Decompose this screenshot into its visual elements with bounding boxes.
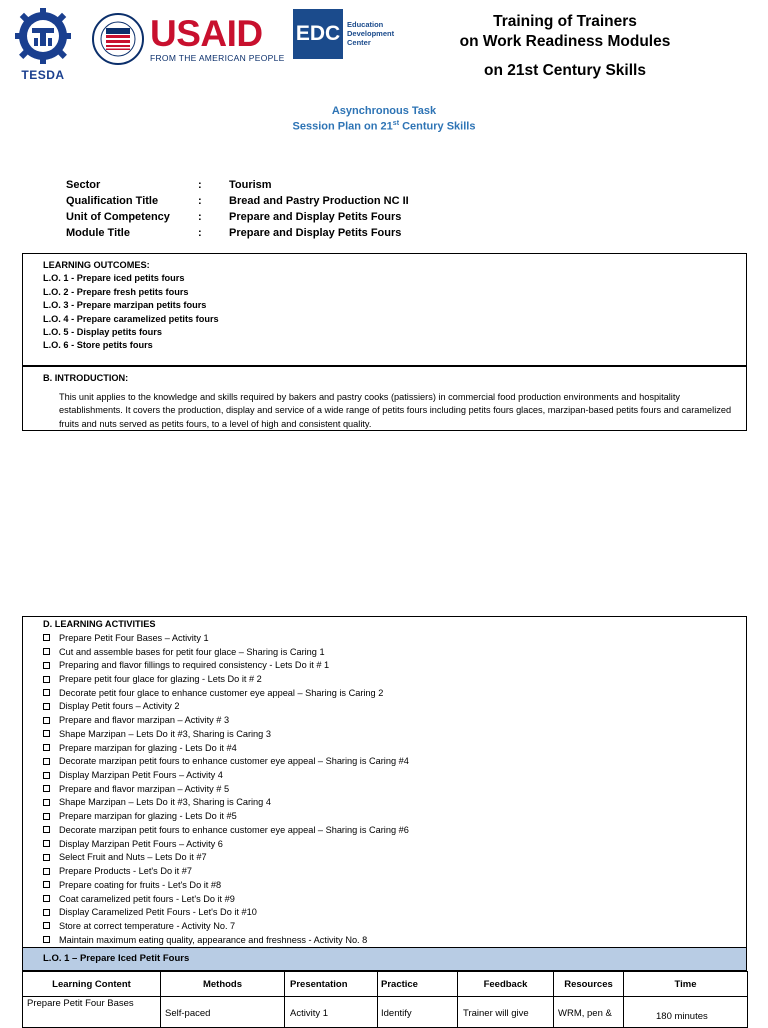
tesda-label: TESDA: [21, 68, 65, 82]
activity-label: Display Caramelized Petit Fours - Let's Do it #10: [59, 907, 257, 918]
column-header: Resources: [554, 972, 624, 997]
meta-colon: :: [198, 211, 202, 223]
tesda-gear-icon: [14, 8, 72, 68]
meta-value: Tourism: [229, 179, 272, 191]
checkbox-icon: [43, 854, 50, 861]
activity-item: [43, 768, 409, 782]
edc-name-line: Center: [347, 38, 371, 47]
table-header-row: [23, 972, 748, 997]
column-header: Time: [624, 972, 748, 997]
activity-item: [43, 892, 409, 906]
column-header: Methods: [161, 972, 285, 997]
activity-label: Prepare and flavor marzipan – Activity # 3: [59, 715, 230, 726]
activity-item: [43, 631, 409, 645]
activity-label: Prepare marzipan for glazing - Lets Do it #4: [59, 742, 237, 753]
activity-item: [43, 754, 409, 768]
task-label: Asynchronous Task: [331, 105, 437, 117]
meta-label: Qualification Title: [66, 195, 159, 207]
meta-label: Sector: [66, 179, 101, 191]
activity-item: [43, 727, 409, 741]
checkbox-icon: [43, 895, 50, 902]
meta-label: Unit of Competency: [66, 211, 170, 223]
learning-activities-box: [22, 616, 747, 948]
table-cell: [378, 997, 458, 1028]
activity-label: Coat caramelized petit fours - Let's Do it #9: [59, 893, 235, 904]
table-cell: [23, 997, 161, 1028]
activity-label: Shape Marzipan – Lets Do it #3, Sharing is Caring 4: [59, 797, 271, 808]
column-header: Feedback: [458, 972, 554, 997]
activity-item: [43, 933, 409, 947]
activity-item: [43, 919, 409, 933]
table-cell: [285, 997, 378, 1028]
activity-item: [43, 864, 409, 878]
learning-outcomes-box: [22, 253, 747, 366]
checkbox-icon: [43, 703, 50, 710]
activity-label: Display Marzipan Petit Fours – Activity 4: [59, 770, 223, 781]
checkbox-icon: [43, 634, 50, 641]
activity-item: [43, 851, 409, 865]
checkbox-icon: [43, 785, 50, 792]
column-header: Learning Content: [23, 972, 161, 997]
learning-outcome-item: L.O. 5 - Display petits fours: [43, 327, 162, 338]
activity-label: Prepare and flavor marzipan – Activity # 5: [59, 783, 230, 794]
activity-item: [43, 713, 409, 727]
checkbox-icon: [43, 744, 50, 751]
activity-label: Prepare coating for fruits - Let's Do it #8: [59, 879, 222, 890]
cell-text: WRM, pen &: [558, 1008, 612, 1019]
meta-value: Prepare and Display Petits Fours: [229, 211, 402, 223]
title-line-3: on 21st Century Skills: [484, 62, 646, 79]
cell-text: 180 minutes: [656, 1011, 708, 1022]
learning-activities-list: [43, 631, 409, 947]
activity-label: Prepare Petit Four Bases – Activity 1: [59, 632, 209, 643]
checkbox-icon: [43, 689, 50, 696]
checkbox-icon: [43, 936, 50, 943]
activity-label: Shape Marzipan – Lets Do it #3, Sharing is Caring 3: [59, 728, 271, 739]
activity-item: [43, 645, 409, 659]
meta-label: Module Title: [66, 227, 130, 239]
title-line-1: Training of Trainers: [493, 13, 637, 30]
checkbox-icon: [43, 648, 50, 655]
cell-text: Prepare Petit Four Bases: [27, 998, 134, 1009]
activity-item: [43, 823, 409, 837]
checkbox-icon: [43, 922, 50, 929]
meta-value: Bread and Pastry Production NC II: [229, 195, 409, 207]
edc-logo: EDC: [293, 9, 343, 59]
activity-label: Store at correct temperature - Activity No. 7: [59, 920, 236, 931]
activity-label: Prepare petit four glace for glazing - Lets Do it # 2: [59, 674, 262, 685]
session-plan-title: [0, 120, 768, 133]
usaid-tagline: FROM THE AMERICAN PEOPLE: [150, 53, 285, 63]
table-cell: [161, 997, 285, 1028]
checkbox-icon: [43, 717, 50, 724]
checkbox-icon: [43, 730, 50, 737]
activity-item: [43, 878, 409, 892]
learning-outcome-item: L.O. 4 - Prepare caramelized petits fours: [43, 313, 219, 324]
table-cell: [624, 997, 748, 1028]
activity-item: [43, 837, 409, 851]
module-info: [66, 177, 409, 241]
plan-suffix: Century Skills: [399, 120, 476, 133]
activity-label: Prepare marzipan for glazing - Lets Do it #5: [59, 811, 237, 822]
checkbox-icon: [43, 826, 50, 833]
activity-item: [43, 782, 409, 796]
activity-item: [43, 796, 409, 810]
activity-label: Prepare Products - Let's Do it #7: [59, 866, 192, 877]
edc-name-line: Development: [347, 29, 395, 38]
meta-value: Prepare and Display Petits Fours: [229, 227, 402, 239]
activity-label: Decorate petit four glace to enhance customer eye appeal – Sharing is Caring 2: [59, 687, 384, 698]
activity-item: [43, 809, 409, 823]
activity-label: Decorate marzipan petit fours to enhance customer eye appeal – Sharing is Caring #6: [59, 824, 409, 835]
checkbox-icon: [43, 662, 50, 669]
plan-prefix: Session Plan on 21: [292, 120, 393, 133]
activity-item: [43, 658, 409, 672]
meta-row-qualification: [66, 193, 409, 209]
column-header: Presentation: [285, 972, 378, 997]
activity-label: Cut and assemble bases for petit four glace – Sharing is Caring 1: [59, 646, 325, 657]
meta-row-module: [66, 225, 409, 241]
checkbox-icon: [43, 909, 50, 916]
edc-name: [347, 20, 407, 47]
cell-text: Activity 1: [290, 1008, 329, 1019]
checkbox-icon: [43, 676, 50, 683]
tesda-logo: [14, 8, 72, 84]
checkbox-icon: [43, 758, 50, 765]
introduction-box: [22, 366, 747, 431]
learning-outcome-item: L.O. 2 - Prepare fresh petits fours: [43, 286, 189, 297]
activity-item: [43, 700, 409, 714]
activity-item: [43, 905, 409, 919]
introduction-heading: B. INTRODUCTION:: [43, 373, 129, 383]
activity-label: Preparing and flavor fillings to required consistency - Lets Do it # 1: [59, 660, 330, 671]
meta-row-unit: [66, 209, 409, 225]
learning-outcomes-heading: LEARNING OUTCOMES:: [43, 260, 150, 270]
table-row: [23, 997, 748, 1028]
checkbox-icon: [43, 799, 50, 806]
edc-name-line: Education: [347, 20, 384, 29]
activity-label: Display Marzipan Petit Fours – Activity 6: [59, 838, 223, 849]
activity-item: [43, 672, 409, 686]
title-line-2: on Work Readiness Modules: [459, 33, 671, 50]
lo1-table-title: L.O. 1 – Prepare Iced Petit Fours: [22, 947, 747, 971]
checkbox-icon: [43, 840, 50, 847]
activity-label: Select Fruit and Nuts – Lets Do it #7: [59, 852, 207, 863]
cell-text: Identify: [381, 1008, 412, 1019]
meta-colon: :: [198, 195, 202, 207]
table-cell: [554, 997, 624, 1028]
activity-label: Display Petit fours – Activity 2: [59, 701, 180, 712]
checkbox-icon: [43, 772, 50, 779]
checkbox-icon: [43, 813, 50, 820]
meta-colon: :: [198, 227, 202, 239]
learning-outcome-item: L.O. 6 - Store petits fours: [43, 340, 153, 351]
checkbox-icon: [43, 881, 50, 888]
usaid-seal-icon: [92, 13, 144, 65]
cell-text: Trainer will give: [463, 1008, 529, 1019]
meta-row-sector: [66, 177, 409, 193]
activity-item: [43, 741, 409, 755]
learning-outcome-item: L.O. 3 - Prepare marzipan petits fours: [43, 300, 207, 311]
plan-sup: st: [392, 120, 400, 127]
checkbox-icon: [43, 868, 50, 875]
usaid-wordmark: USAID: [150, 13, 263, 54]
cell-text: Self-paced: [165, 1008, 211, 1019]
table-cell: [458, 997, 554, 1028]
activity-label: Decorate marzipan petit fours to enhance customer eye appeal – Sharing is Caring #4: [59, 756, 409, 767]
column-header: Practice: [378, 972, 458, 997]
activity-item: [43, 686, 409, 700]
document-title: [420, 12, 710, 52]
introduction-body: This unit applies to the knowledge and skills required by bakers and pastry cooks (patissiers) in commercial food production environments and hospitality establishments. It covers the production, display and service of a wide range of petits fours including petits fours glaces, marzipan-based petits fours and caramelized fruits and nuts served as petits fours, to a level of high and consistent quality.: [59, 392, 732, 429]
learning-outcome-item: L.O. 1 - Prepare iced petits fours: [43, 273, 185, 284]
learning-activities-heading: D. LEARNING ACTIVITIES: [43, 619, 156, 629]
activity-label: Maintain maximum eating quality, appearance and freshness - Activity No. 8: [59, 934, 368, 945]
lo1-session-table: [22, 971, 748, 1028]
meta-colon: :: [198, 179, 202, 191]
